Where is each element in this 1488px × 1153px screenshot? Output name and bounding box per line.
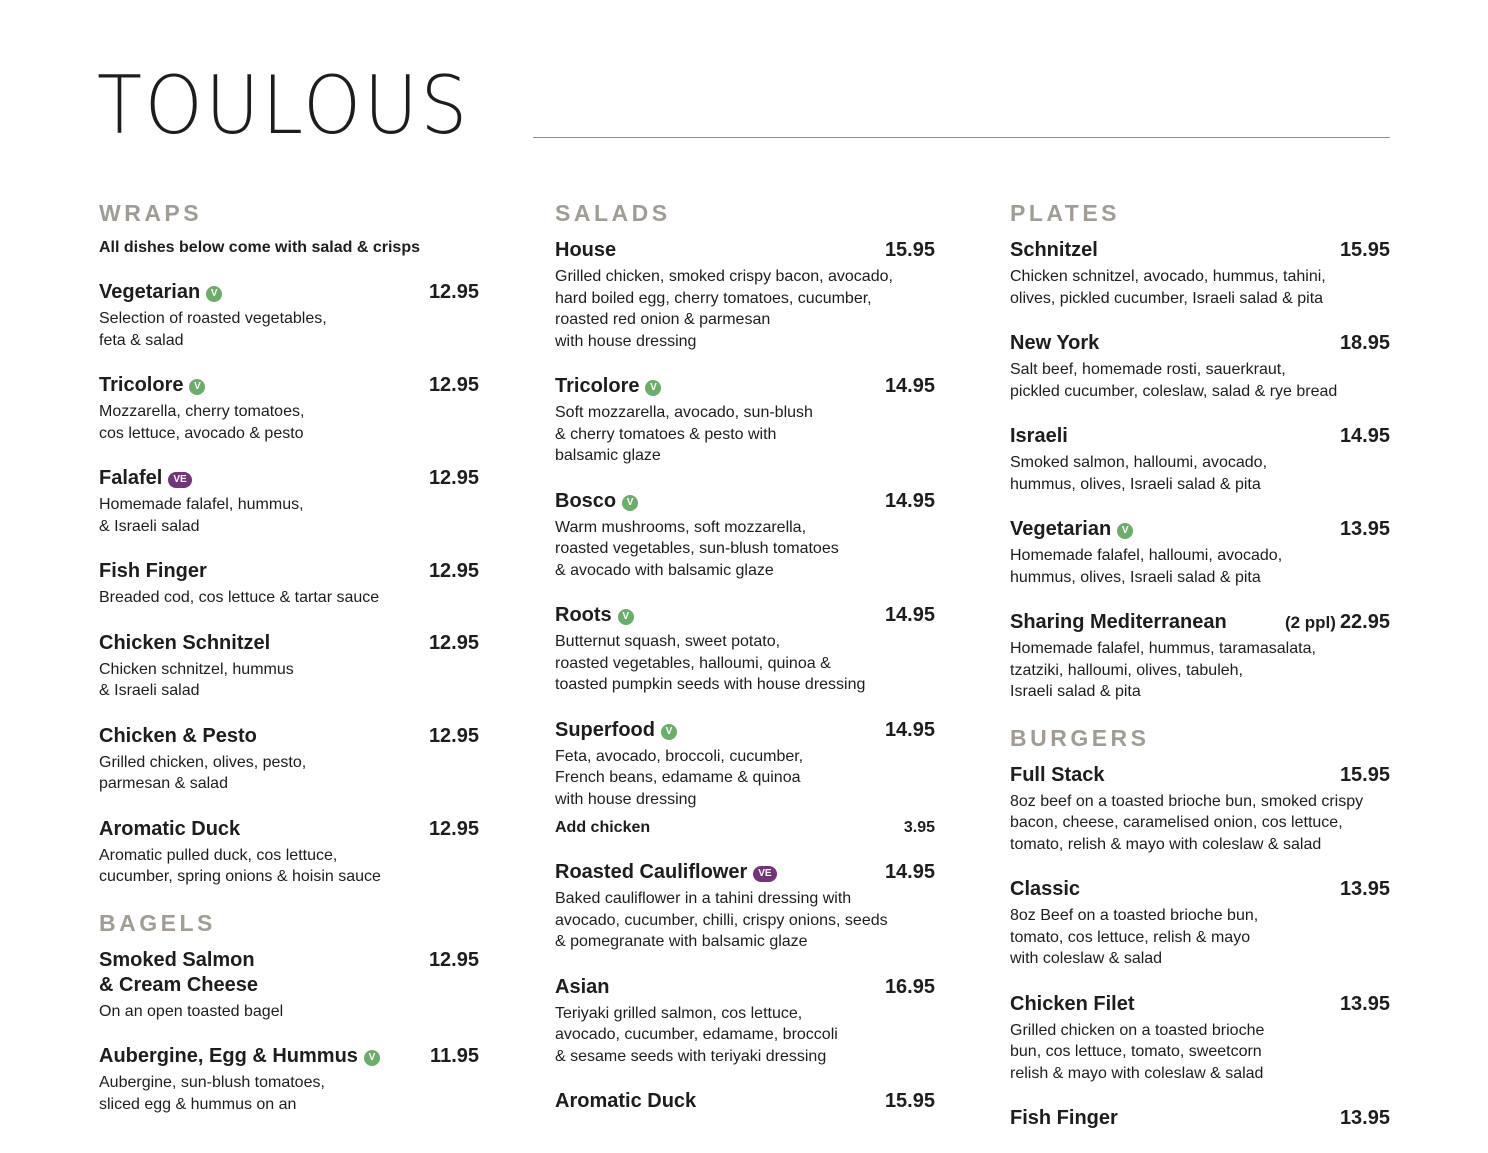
menu-item-smoked-salmon-cream-cheese [99, 948, 479, 1023]
menu-item-price-value: 14.95 [884, 718, 935, 741]
menu-item-description: Warm mushrooms, soft mozzarella, roasted vegetables, sun-blush tomatoes & avocado with balsamic glaze [555, 518, 839, 579]
menu-item-name-text: Smoked Salmon & Cream Cheese [99, 948, 258, 996]
menu-item-chicken-schnitzel [99, 631, 479, 702]
menu-item-name [99, 559, 207, 584]
menu-item-name-text: House [555, 239, 617, 261]
menu-item-price [885, 975, 935, 1000]
menu-section-salads [555, 200, 935, 1114]
menu-item-header [99, 280, 479, 305]
menu-item-description: Chicken schnitzel, avocado, hummus, tahini, olives, pickled cucumber, Israeli salad & pita [1010, 268, 1326, 307]
menu-item-name-text: Vegetarian [1010, 518, 1112, 540]
menu-item-price-value: 15.95 [884, 1090, 935, 1112]
menu-item-price-value: 12.95 [428, 724, 479, 747]
menu-item-fish-finger [1010, 1106, 1390, 1131]
menu-item-vegetarian [1010, 517, 1390, 588]
menu-item-name-text: Classic [1010, 878, 1081, 900]
menu-item-name-text: Chicken Filet [1010, 992, 1135, 1015]
menu-item-name [555, 1089, 696, 1114]
menu-item-header [555, 975, 935, 1000]
menu-item-aubergine-egg-hummus [99, 1044, 479, 1115]
serving-qualifier: (2 ppl) [1284, 613, 1336, 632]
menu-item-sharing-mediterranean [1010, 610, 1390, 703]
menu-item-name [555, 489, 638, 514]
menu-item-header [1010, 424, 1390, 449]
menu-item-tricolore [99, 373, 479, 444]
menu-item-description: 8oz beef on a toasted brioche bun, smoked crispy bacon, cheese, caramelised onion, cos lettuce, tomato, relish & mayo with coleslaw & salad [1010, 792, 1364, 853]
menu-item-price [885, 238, 935, 263]
menu-item-chicken-filet [1010, 992, 1390, 1085]
section-title: WRAPS [99, 200, 203, 226]
menu-item-price [885, 374, 935, 399]
menu-item-header [1010, 992, 1390, 1017]
menu-item-name-text: Full Stack [1010, 763, 1105, 786]
menu-item-description: Breaded cod, cos lettuce & tartar sauce [99, 589, 380, 606]
menu-item-price [885, 489, 935, 514]
vegetarian-badge: V [206, 286, 222, 302]
menu-item-name-text: Tricolore [555, 375, 640, 397]
menu-item-description: Mozzarella, cherry tomatoes, cos lettuce, avocado & pesto [99, 403, 305, 442]
menu-item-price [430, 1044, 479, 1069]
menu-item-name [1010, 238, 1098, 263]
addon-price: 3.95 [903, 819, 935, 836]
menu-item-price-value: 12.95 [428, 374, 479, 396]
brand-title: TOULOUS [97, 59, 470, 152]
menu-item-fish-finger [99, 559, 479, 609]
addon-label: Add chicken [555, 819, 651, 836]
menu-item-name [1010, 517, 1133, 542]
menu-item-price [1340, 238, 1390, 263]
menu-section-burgers [1010, 725, 1390, 1132]
menu-item-description: Grilled chicken, smoked crispy bacon, avocado, hard boiled egg, cherry tomatoes, cucumber, roasted red onion & parmesan with house dressing [555, 268, 893, 350]
menu-item-description: Aubergine, sun-blush tomatoes, sliced egg & hummus on an [99, 1074, 325, 1113]
menu-item-header [1010, 1106, 1390, 1131]
menu-item-header [555, 374, 935, 399]
menu-item-description: Aromatic pulled duck, cos lettuce, cucumber, spring onions & hoisin sauce [99, 846, 381, 885]
menu-item-price [429, 631, 479, 656]
menu-item-name-text: Fish Finger [1010, 1107, 1118, 1129]
menu-item-name [99, 817, 240, 842]
menu-item-header [99, 466, 479, 491]
menu-item-header [555, 718, 935, 743]
menu-item-description: Grilled chicken on a toasted brioche bun, cos lettuce, tomato, sweetcorn relish & mayo with coleslaw & salad [1010, 1021, 1265, 1082]
menu-item-price [429, 817, 479, 842]
menu-item-name-text: Asian [555, 975, 610, 998]
menu-section-plates [1010, 200, 1390, 703]
menu-item-description: 8oz Beef on a toasted brioche bun, tomato, cos lettuce, relish & mayo with coleslaw & salad [1010, 907, 1259, 967]
menu-item-schnitzel [1010, 238, 1390, 309]
menu-item-name [99, 948, 258, 998]
menu-item-description: Smoked salmon, halloumi, avocado, hummus, olives, Israeli salad & pita [1010, 454, 1268, 493]
menu-item-header [1010, 877, 1390, 902]
menu-item-chicken-pesto [99, 724, 479, 795]
menu-item-price [429, 559, 479, 584]
menu-item-price-value: 12.95 [428, 948, 479, 971]
menu-item-name-text: Falafel [99, 467, 163, 489]
menu-item-name [555, 718, 677, 743]
menu-item-description: Soft mozzarella, avocado, sun-blush & cherry tomatoes & pesto with balsamic glaze [555, 404, 813, 464]
menu-item-description: Baked cauliflower in a tahini dressing with avocado, cucumber, chilli, crispy onions, seeds & pomegranate with balsamic glaze [555, 890, 888, 950]
menu-item-header [1010, 517, 1390, 542]
menu-item-full-stack [1010, 763, 1390, 856]
menu-item-name [555, 603, 634, 628]
menu-column-3 [1010, 200, 1390, 1153]
menu-item-price [1340, 877, 1390, 902]
menu-item-name-text: Bosco [555, 489, 617, 512]
menu-item-price [429, 373, 479, 398]
menu-item-price-value: 18.95 [1339, 332, 1390, 354]
menu-item-description: Salt beef, homemade rosti, sauerkraut, pickled cucumber, coleslaw, salad & rye bread [1010, 361, 1338, 400]
vegetarian-badge: V [661, 724, 677, 740]
menu-item-header [555, 1089, 935, 1114]
menu-item-description: Selection of roasted vegetables, feta & salad [99, 310, 327, 349]
menu-item-price [1340, 517, 1390, 542]
menu-item-price [429, 948, 479, 973]
menu-item-price [885, 603, 935, 628]
menu-item-header [1010, 331, 1390, 356]
menu-item-price-value: 15.95 [1339, 239, 1390, 261]
menu-item-price-value: 14.95 [1339, 425, 1390, 447]
menu-item-price-value: 16.95 [884, 975, 935, 998]
menu-item-israeli [1010, 424, 1390, 495]
menu-item-name [99, 631, 270, 656]
menu-item-header [99, 948, 479, 998]
menu-column-1 [99, 200, 479, 1137]
menu-item-price-value: 15.95 [1339, 763, 1390, 786]
menu-item-name [99, 466, 192, 491]
menu-item-price-value: 14.95 [884, 604, 935, 626]
menu-item-price [1340, 763, 1390, 788]
menu-column-2 [555, 200, 935, 1136]
menu-item-name-text: Israeli [1010, 425, 1068, 447]
menu-item-name [1010, 331, 1099, 356]
menu-item-name [1010, 1106, 1118, 1131]
menu-item-tricolore [555, 374, 935, 467]
menu-item-name-text: Aubergine, Egg & Hummus [99, 1045, 358, 1067]
menu-item-name [555, 374, 661, 399]
menu-item-price [885, 1089, 935, 1114]
menu-item-price-value: 12.95 [428, 281, 479, 303]
menu-item-price [1340, 424, 1390, 449]
vegetarian-badge: V [189, 379, 205, 395]
menu-item-falafel [99, 466, 479, 537]
menu-item-price-value: 22.95 [1339, 611, 1390, 633]
menu-item-price [429, 466, 479, 491]
menu-item-header [99, 631, 479, 656]
menu-item-name [555, 860, 777, 885]
menu-item-price-value: 13.95 [1339, 1107, 1390, 1129]
menu-item-name [1010, 877, 1080, 902]
menu-item-name-text: Tricolore [99, 374, 184, 396]
menu-item-header [555, 860, 935, 885]
menu-item-price [429, 280, 479, 305]
menu-item-name-text: Vegetarian [99, 281, 201, 303]
menu-item-name [1010, 992, 1134, 1017]
menu-item-name-text: Chicken Schnitzel [99, 631, 271, 654]
menu-item-name [1010, 763, 1104, 788]
menu-item-roasted-cauliflower [555, 860, 935, 953]
vegetarian-badge: V [364, 1050, 380, 1066]
menu-item-name [99, 724, 257, 749]
menu-item-description: Teriyaki grilled salmon, cos lettuce, avocado, cucumber, edamame, broccoli & sesame seeds with teriyaki dressing [555, 1004, 838, 1065]
menu-item-description: Homemade falafel, hummus, & Israeli salad [99, 496, 304, 535]
menu-item-price-value: 13.95 [1339, 878, 1390, 900]
menu-item-price-value: 12.95 [428, 560, 479, 582]
vegetarian-badge: V [622, 495, 638, 511]
menu-section-wraps [99, 200, 479, 888]
menu-item-name-text: Aromatic Duck [99, 817, 241, 840]
menu-item-superfood [555, 718, 935, 839]
menu-item-name-text: Roasted Cauliflower [555, 861, 748, 883]
menu-item-name [99, 280, 222, 305]
section-title: SALADS [555, 200, 671, 226]
header-rule [533, 137, 1390, 138]
menu-item-price-value: 14.95 [884, 489, 935, 512]
menu-item-description: Grilled chicken, olives, pesto, parmesan & salad [99, 753, 307, 792]
menu-item-description: Chicken schnitzel, hummus & Israeli salad [99, 660, 294, 699]
menu-item-classic [1010, 877, 1390, 970]
menu-item-description: On an open toasted bagel [99, 1002, 284, 1020]
menu-item-header [99, 817, 479, 842]
menu-item-name [555, 975, 609, 1000]
menu-item-aromatic-duck [99, 817, 479, 888]
menu-item-header [1010, 238, 1390, 263]
menu-item-price-value: 11.95 [430, 1045, 479, 1067]
menu-item-price-value: 12.95 [428, 467, 479, 489]
menu-item-header [99, 559, 479, 584]
menu-item-header [1010, 610, 1390, 635]
menu-item-asian [555, 975, 935, 1068]
menu-item-price-value: 12.95 [428, 631, 479, 654]
menu-item-name [1010, 424, 1068, 449]
menu-item-header [555, 489, 935, 514]
menu-item-name-text: Aromatic Duck [555, 1090, 697, 1112]
menu-item-price-value: 12.95 [428, 817, 479, 840]
menu-item-price-value: 13.95 [1339, 518, 1390, 540]
vegetarian-badge: V [1117, 523, 1133, 539]
menu-item-addon [555, 818, 935, 838]
menu-item-price-value: 14.95 [884, 861, 935, 883]
menu-item-aromatic-duck [555, 1089, 935, 1114]
section-note: All dishes below come with salad & crisps [99, 239, 420, 256]
menu-item-name-text: Schnitzel [1010, 239, 1098, 261]
menu-item-header [1010, 763, 1390, 788]
menu-item-price-value: 14.95 [884, 375, 935, 397]
menu-item-description: Homemade falafel, hummus, taramasalata, tzatziki, halloumi, olives, tabuleh, Israeli salad & pita [1010, 640, 1316, 700]
menu-item-vegetarian [99, 280, 479, 351]
menu-item-price [1340, 992, 1390, 1017]
menu-section-bagels [99, 910, 479, 1116]
vegan-badge: VE [753, 866, 776, 882]
menu-item-name [99, 1044, 380, 1069]
menu-item-house [555, 238, 935, 352]
menu-item-price-value: 15.95 [884, 239, 935, 261]
menu-item-price-value: 13.95 [1339, 992, 1390, 1015]
menu-item-bosco [555, 489, 935, 582]
menu-item-name-text: Chicken & Pesto [99, 724, 257, 747]
menu-item-header [99, 724, 479, 749]
menu-item-name [555, 238, 616, 263]
menu-item-description: Feta, avocado, broccoli, cucumber, French beans, edamame & quinoa with house dressing [555, 747, 804, 808]
section-title: PLATES [1010, 200, 1121, 226]
menu-item-name-text: Superfood [555, 718, 655, 741]
menu-item-price [1285, 610, 1390, 635]
menu-item-name-text: Fish Finger [99, 560, 207, 582]
menu-item-header [99, 1044, 479, 1069]
menu-item-price [1340, 1106, 1390, 1131]
menu-item-header [555, 238, 935, 263]
menu-item-description: Homemade falafel, halloumi, avocado, hummus, olives, Israeli salad & pita [1010, 547, 1283, 586]
menu-item-roots [555, 603, 935, 696]
menu-item-name [99, 373, 205, 398]
menu-item-name-text: New York [1010, 332, 1100, 354]
menu-item-new-york [1010, 331, 1390, 402]
menu-item-name [1010, 610, 1227, 635]
menu-item-name-text: Sharing Mediterranean [1010, 611, 1227, 633]
menu-item-header [555, 603, 935, 628]
menu-item-name-text: Roots [555, 604, 612, 626]
menu-item-price [429, 724, 479, 749]
menu-item-price [885, 860, 935, 885]
vegetarian-badge: V [645, 380, 661, 396]
section-title: BURGERS [1010, 724, 1150, 751]
section-title: BAGELS [99, 909, 216, 936]
vegan-badge: VE [168, 472, 191, 488]
menu-item-price [1340, 331, 1390, 356]
vegetarian-badge: V [618, 609, 634, 625]
menu-item-header [99, 373, 479, 398]
menu-item-price [885, 718, 935, 743]
menu-item-description: Butternut squash, sweet potato, roasted vegetables, halloumi, quinoa & toasted pumpkin seeds with house dressing [555, 633, 866, 693]
